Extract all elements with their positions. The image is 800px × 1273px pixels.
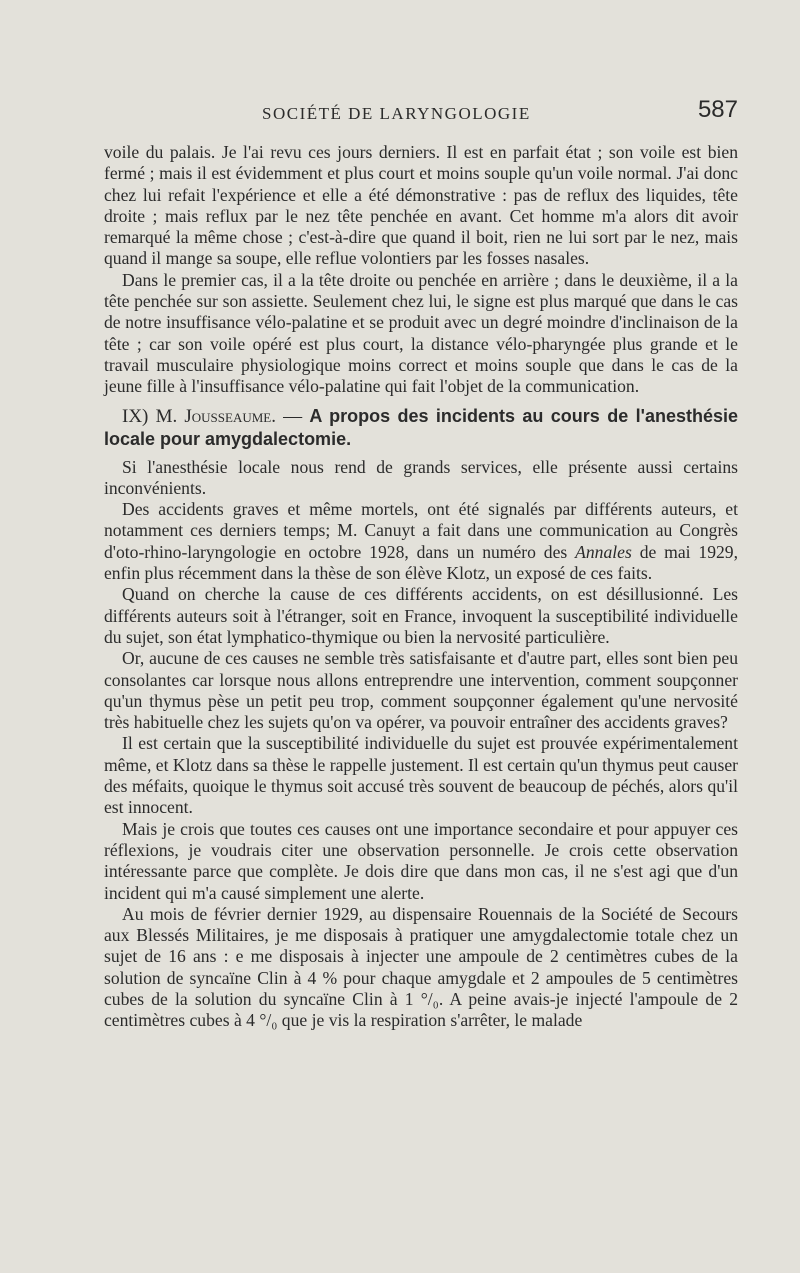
running-title: SOCIÉTÉ DE LARYNGOLOGIE (262, 104, 531, 123)
paragraph: Si l'anesthésie locale nous rend de grands services, elle présente aussi certains inconvénients. (104, 456, 738, 498)
section-number: IX) (122, 405, 149, 427)
page-number: 587 (697, 96, 738, 123)
section-title: A propos des incidents au cours de l'anesthésie locale pour amygdalectomie. (104, 405, 738, 449)
paragraph: Quand on cherche la cause de ces différents accidents, on est désillusionné. Les différents auteurs soit à l'étranger, soit en France, invoquent la susceptibilité individuelle du sujet, son état lymphatico-thymique ou bien la nervosité particulière. (104, 584, 738, 647)
journal-title: Annales (575, 541, 632, 562)
paragraph-text: de mai 1929, enfin plus récemment dans la thèse de son élève Klotz, un exposé de ces faits. (104, 541, 738, 584)
paragraph: Or, aucune de ces causes ne semble très satisfaisante et d'autre part, elles sont bien peu consolantes car lorsque nous allons entreprendre une intervention, comment soupçonner qu'un thymus pèse un petit peu trop, comment soupçonner également qu'une nervosité très habituelle chez les sujets qu'on va opérer, va pouvoir entraîner des accidents graves? (104, 648, 738, 733)
paragraph: Il est certain que la susceptibilité individuelle du sujet est prouvée expérimentalement même, et Klotz dans sa thèse le rappelle justement. Il est certain qu'un thymus peut causer des méfaits, quoique le thymus soit accusé très souvent de beaucoup de péchés, alors qu'il est innocent. (104, 733, 738, 818)
paragraph: Au mois de février dernier 1929, au dispensaire Rouennais de la Société de Secours aux Blessés Militaires, je me disposais à pratiquer une amygdalectomie totale chez un sujet de 16 ans : e me disposais à injecter une ampoule de 2 centimètres cubes de la solution de syncaïne Clin à 4 % pour chaque amygdale et 2 ampoules de 5 centimètres cubes de la solution du syncaïne Clin à 1 °/₀. A peine avais-je injecté l'ampoule de 2 centimètres cubes à 4 °/₀ que je vis la respiration s'arrêter, le malade (104, 903, 738, 1031)
body-text (104, 142, 738, 1032)
paragraph: Mais je crois que toutes ces causes ont une importance secondaire et pour appuyer ces réflexions, je voudrais citer une observation personnelle. Je crois cette observation intéressante parce que complète. Je dois dire que dans mon cas, il ne s'est agi que d'un incident qui m'a causé simplement une alerte. (104, 818, 738, 903)
page-header (104, 96, 738, 130)
section-heading (104, 405, 738, 451)
section-separator: — (283, 405, 303, 427)
paragraph (104, 499, 738, 584)
section-author: M. Jousseaume. (155, 405, 276, 427)
paragraph: Dans le premier cas, il a la tête droite ou penchée en arrière ; dans le deuxième, il a la tête penchée sur son assiette. Seulement chez lui, le signe est plus marqué que dans le cas de notre insuffisance vélo-palatine et se produit avec un degré moindre d'inclinaison de la tête ; car son voile opéré est plus court, la distance vélo-pharyngée plus grande et le travail musculaire physiologique moins correct et moins souple que dans le cas de la jeune fille à l'insuffisance vélo-palatine qui fait l'objet de la communication. (104, 269, 738, 397)
paragraph-text: Des accidents graves et même mortels, ont été signalés par différents auteurs, et notamment ces derniers temps; M. Canuyt a fait dans une communication au Congrès d'oto-rhino-laryngologie en octobre 1928, dans un numéro des (104, 499, 738, 562)
paragraph: voile du palais. Je l'ai revu ces jours derniers. Il est en parfait état ; son voile est bien fermé ; mais il est évidemment et plus court et moins souple qu'un voile normal. J'ai donc chez lui refait l'expérience et elle a été démonstrative : pas de reflux des liquides, tête droite ; mais reflux par le nez tête penchée en avant. Cet homme m'a alors dit avoir remarqué la même chose ; c'est-à-dire que quand il boit, rien ne lui sort par le nez, mais quand il mange sa soupe, elle reflue volontiers par les fosses nasales. (104, 142, 738, 269)
